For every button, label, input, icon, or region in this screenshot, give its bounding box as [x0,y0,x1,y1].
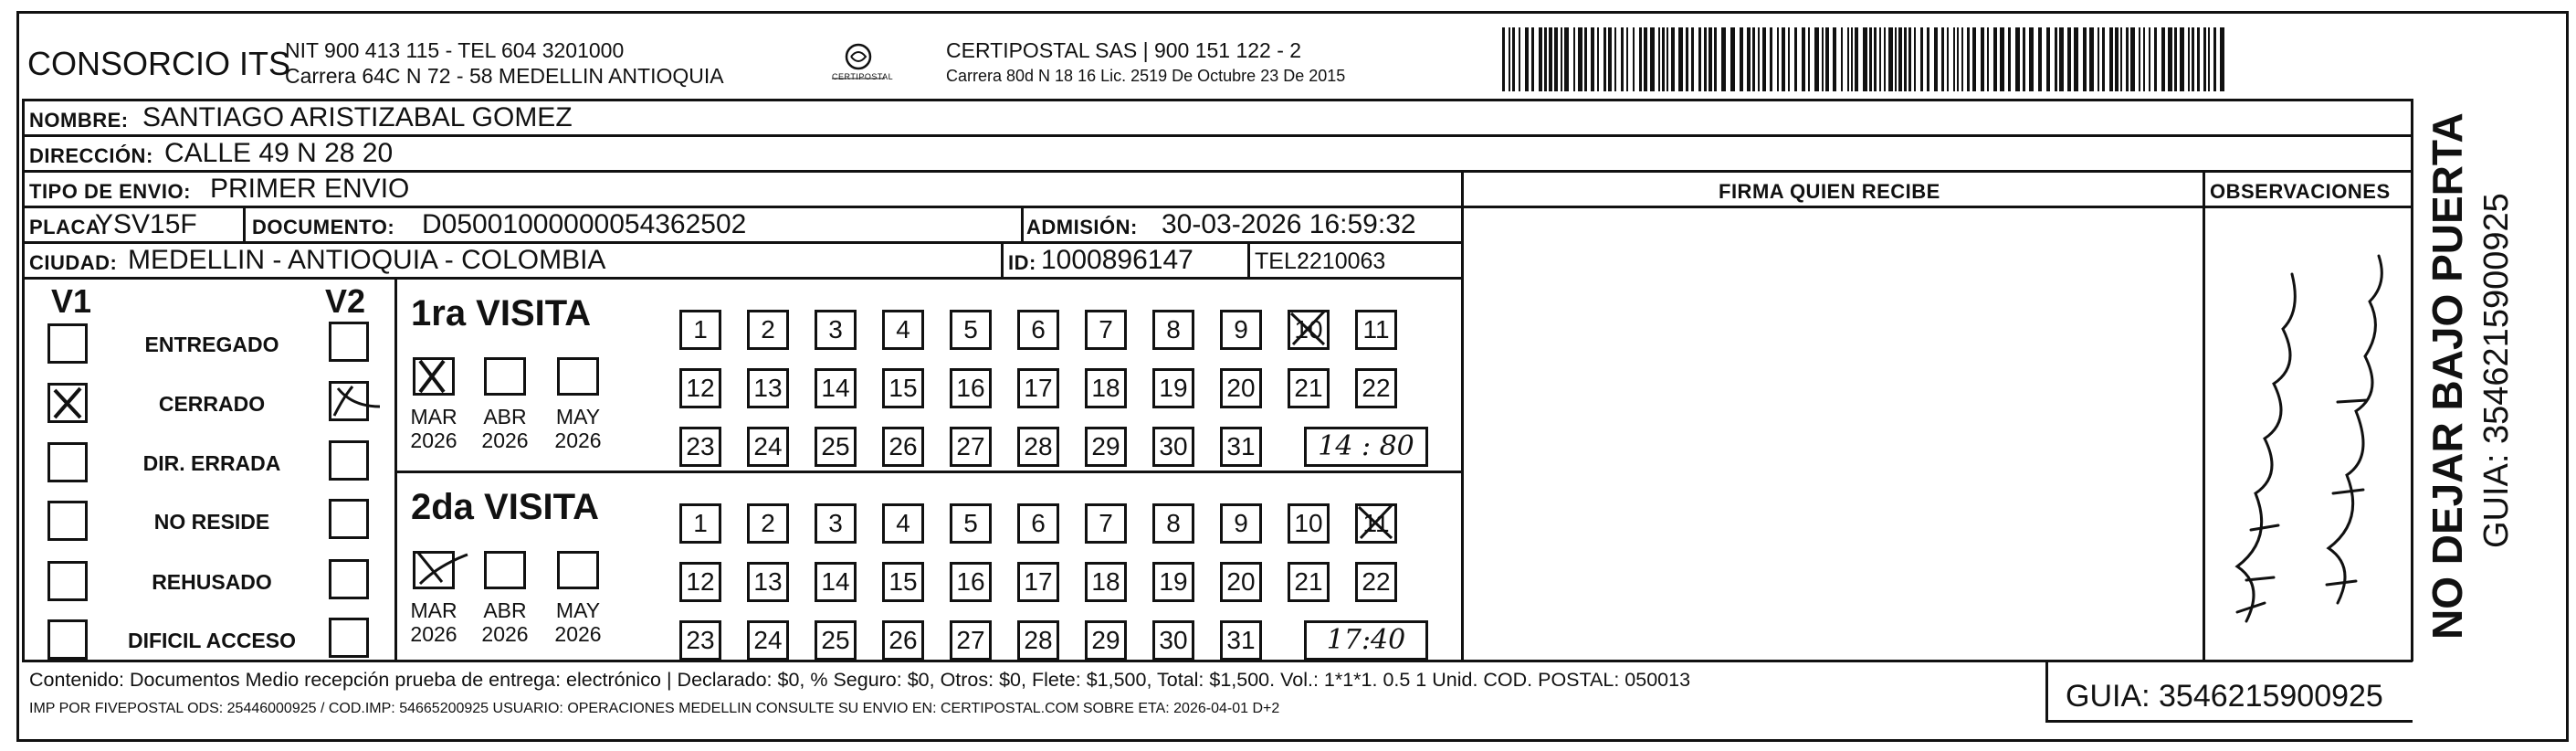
certipostal-line2: Carrera 80d N 18 16 Lic. 2519 De Octubre 23 De 2015 [946,67,1346,85]
day-box[interactable]: 28 [1017,427,1059,467]
day-box[interactable]: 19 [1152,368,1194,408]
month-year: 2026 [410,428,457,452]
v2-checkbox[interactable] [329,499,369,539]
logo-caption: CERTIPOSTAL [832,72,894,81]
day-box[interactable]: 24 [747,620,789,661]
status-sep [394,277,397,661]
direccion-label: DIRECCIÓN: [29,144,153,167]
guia-box-left [2045,660,2048,722]
v2-checkbox[interactable] [329,322,369,362]
day-box[interactable]: 8 [1152,310,1194,350]
day-box[interactable]: 6 [1017,310,1059,350]
month-checkbox[interactable] [484,357,526,396]
day-box[interactable]: 30 [1152,427,1194,467]
ciudad-label: CIUDAD: [29,251,118,274]
month-check-mark [411,547,475,593]
v1-checkbox[interactable] [47,501,88,541]
row-sep [22,170,2413,173]
month-checkbox[interactable] [557,551,599,589]
day-box[interactable]: 16 [950,562,992,602]
tel-label: TEL: [1255,249,1303,274]
day-box[interactable]: 14 [815,562,857,602]
month-checkbox[interactable] [557,357,599,396]
day-box[interactable]: 9 [1220,310,1262,350]
month-year: 2026 [554,428,602,452]
side-guia: GUIA: 3546215900925 [2477,193,2516,548]
day-box[interactable]: 7 [1085,503,1127,544]
status-label: REHUSADO [152,570,272,594]
day-box[interactable]: 11 [1355,310,1397,350]
month-label: ABR [483,405,527,428]
month-year: 2026 [481,622,529,646]
guia-box: GUIA: 3546215900925 [2066,679,2383,714]
placa-label: PLACA: [29,216,109,238]
month-label: MAY [555,598,601,622]
v2-checkbox[interactable] [329,618,369,658]
day-box[interactable]: 10 [1288,503,1330,544]
day-box[interactable]: 26 [882,620,924,661]
v1-checkbox[interactable] [47,442,88,482]
day-box[interactable]: 11 [1355,503,1397,544]
bottom-border [16,739,2569,742]
day-check-mark [1351,500,1406,545]
month-checkbox[interactable] [484,551,526,589]
certipostal-logo [826,38,894,93]
main-left [22,99,25,661]
day-box[interactable]: 2 [747,310,789,350]
month-label: MAR [410,598,457,622]
documento-label: DOCUMENTO: [252,216,395,238]
v2-check-mark [325,379,389,425]
top-border [16,11,2569,14]
month-year: 2026 [481,428,529,452]
status-label: NO RESIDE [153,510,270,534]
v1-checkbox[interactable] [47,323,88,364]
day-box[interactable]: 12 [679,562,721,602]
no-dejar-bajo-puerta: NO DEJAR BAJO PUERTA [2424,112,2471,640]
id-sep [1001,241,1004,278]
day-box[interactable]: 1 [679,310,721,350]
day-box[interactable]: 23 [679,427,721,467]
day-box[interactable]: 3 [815,310,857,350]
handwritten-time: 14 : 80 [1304,427,1428,467]
company-line2: Carrera 64C N 72 - 58 MEDELLIN ANTIOQUIA [285,64,724,88]
id-label: ID: [1008,251,1036,274]
month-year: 2026 [554,622,602,646]
day-box[interactable]: 17 [1017,562,1059,602]
guia-box-bottom [2045,720,2413,723]
status-label: ENTREGADO [144,333,279,356]
main-bottom [22,660,2413,662]
observaciones-handwriting [2210,219,2402,649]
day-box[interactable]: 22 [1355,368,1397,408]
observaciones-header: OBSERVACIONES [2210,180,2391,203]
v1-checkbox[interactable] [47,619,88,660]
month-check-mark [411,354,475,399]
firma-col-left [1461,170,1464,661]
day-box[interactable]: 14 [815,368,857,408]
placa-value: YSV15F [95,209,197,239]
company-name: CONSORCIO ITS [27,45,291,82]
nombre-label: NOMBRE: [29,109,129,132]
tipo-envio-value: PRIMER ENVIO [210,174,410,204]
admision-value: 30-03-2026 16:59:32 [1162,209,1416,239]
month-label: ABR [483,598,527,622]
footer-line2: IMP POR FIVEPOSTAL ODS: 25446000925 / COD.IMP: 54665200925 USUARIO: OPERACIONES MEDELLIN CONSULTE SU ENVIO EN: CERTIPOSTAL.COM SOBRE ETA: 2026-04-01 D+2 [29,701,1280,716]
documento-value: D05001000000054362502 [422,209,747,239]
day-box[interactable]: 1 [679,503,721,544]
tipo-envio-label: TIPO DE ENVIO: [29,180,191,203]
day-box[interactable]: 31 [1220,427,1262,467]
day-box[interactable]: 30 [1152,620,1194,661]
firma-header: FIRMA QUIEN RECIBE [1719,180,1940,203]
tel-sep [1247,241,1250,278]
day-box[interactable]: 20 [1220,562,1262,602]
month-label: MAR [410,405,457,428]
day-box[interactable]: 2 [747,503,789,544]
left-border [16,11,19,742]
v1-label: V1 [51,282,92,320]
status-label: CERRADO [158,392,266,416]
row-sep [22,134,2413,137]
day-box[interactable]: 21 [1288,562,1330,602]
day-box[interactable]: 23 [679,620,721,661]
firma-header-line [1461,206,2413,208]
visit-title: 1ra VISITA [411,293,592,333]
v2-checkbox[interactable] [329,440,369,481]
ciudad-value: MEDELLIN - ANTIOQUIA - COLOMBIA [128,245,606,275]
day-box[interactable]: 27 [950,620,992,661]
day-box[interactable]: 12 [679,368,721,408]
day-box[interactable]: 13 [747,562,789,602]
obs-col-left [2203,170,2205,661]
status-label: DIFICIL ACCESO [127,629,296,652]
placa-sep [243,206,246,242]
id-value: 1000896147 [1041,245,1193,275]
day-box[interactable]: 29 [1085,620,1127,661]
day-box[interactable]: 22 [1355,562,1397,602]
day-check-mark [1284,306,1339,352]
day-box[interactable]: 29 [1085,427,1127,467]
company-line1: NIT 900 413 115 - TEL 604 3201000 [285,38,625,62]
handwritten-time: 17:40 [1304,620,1428,661]
v1-check-mark [47,383,88,423]
day-box[interactable]: 25 [815,427,857,467]
day-box[interactable]: 20 [1220,368,1262,408]
status-label: DIR. ERRADA [142,451,281,475]
day-box[interactable]: 19 [1152,562,1194,602]
month-year: 2026 [410,622,457,646]
right-border [2566,11,2569,742]
day-box[interactable]: 16 [950,368,992,408]
visit-sep [394,471,1463,473]
day-box[interactable]: 9 [1220,503,1262,544]
day-box[interactable]: 4 [882,310,924,350]
direccion-value: CALLE 49 N 28 20 [164,138,394,168]
day-box[interactable]: 17 [1017,368,1059,408]
visit-title: 2da VISITA [411,487,599,527]
day-box[interactable]: 26 [882,427,924,467]
certipostal-line1: CERTIPOSTAL SAS | 900 151 122 - 2 [946,38,1302,62]
month-label: MAY [555,405,601,428]
day-box[interactable]: 25 [815,620,857,661]
main-top [22,99,2413,101]
day-box[interactable]: 27 [950,427,992,467]
barcode [1502,27,2228,91]
day-box[interactable]: 28 [1017,620,1059,661]
v1-checkbox[interactable] [47,561,88,601]
day-box[interactable]: 15 [882,368,924,408]
day-box[interactable]: 7 [1085,310,1127,350]
v2-label: V2 [325,282,366,320]
admision-sep [1021,206,1024,242]
day-box[interactable]: 18 [1085,562,1127,602]
day-box[interactable]: 15 [882,562,924,602]
day-box[interactable]: 21 [1288,368,1330,408]
day-box[interactable]: 5 [950,503,992,544]
day-box[interactable]: 6 [1017,503,1059,544]
nombre-value: SANTIAGO ARISTIZABAL GOMEZ [142,102,573,132]
day-box[interactable]: 4 [882,503,924,544]
day-box[interactable]: 5 [950,310,992,350]
admision-label: ADMISIÓN: [1026,216,1138,238]
main-right [2411,99,2413,661]
day-box[interactable]: 13 [747,368,789,408]
day-box[interactable]: 8 [1152,503,1194,544]
day-box[interactable]: 18 [1085,368,1127,408]
tel-value: 2210063 [1297,249,1386,274]
day-box[interactable]: 3 [815,503,857,544]
day-box[interactable]: 10 [1288,310,1330,350]
day-box[interactable]: 24 [747,427,789,467]
day-box[interactable]: 31 [1220,620,1262,661]
v2-checkbox[interactable] [329,559,369,599]
footer-line1: Contenido: Documentos Medio recepción prueba de entrega: electrónico | Declarado: $0, % Seguro: $0, Otros: $0, Flete: $1,500, Total: $1,500. Vol.: 1*1*1. 0.5 1 Unid. COD. POSTAL: 050013 [29,669,1691,691]
